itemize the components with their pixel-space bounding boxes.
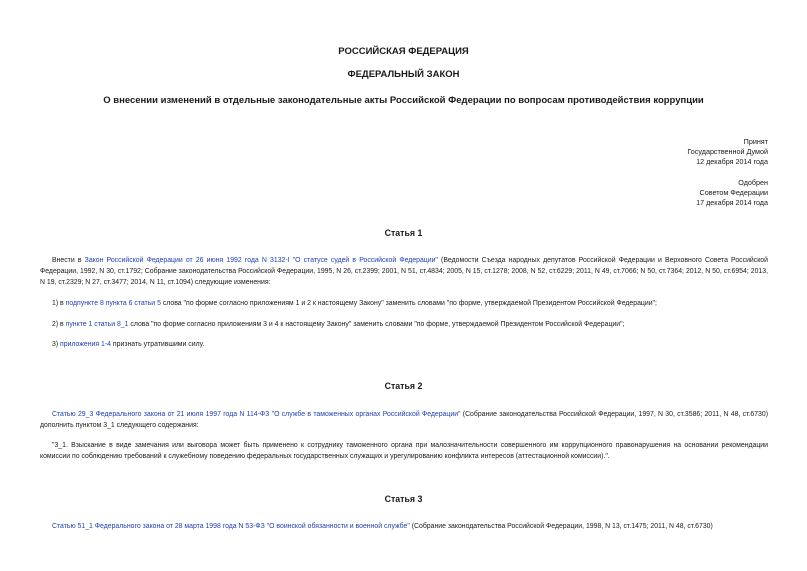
item-1-pre: 1) в — [52, 300, 66, 307]
article-1-intro-post: (Ведомости Съезда народных депутатов Российской Федерации и Верховного Совета Российской Федерации, 1992, N 30, ст.1792; Собрание законодательства Российской Федерации, 1995, N 26, ст.2399; 2001, N 51, ст.4834; 2005, N 15, ст.1278; 2008, N 52, ст.6229; 2011, N 49, ст.7066; N 50, ст.7364; 2012, N 50, ст.6954; 2013, N 19, ст.2329; N 27, ст.3477; 2014, N 11, ст.1094) следующие изменения: — [40, 257, 768, 286]
country-heading: РОССИЙСКАЯ ФЕДЕРАЦИЯ — [338, 46, 469, 57]
article-2-intro-post: (Собрание законодательства Российской Федерации, 1997, N 30, ст.3586; 2011, N 48, ст.6730) дополнить пунктом 3_1 следующего содержания: — [40, 411, 768, 429]
adopted-block — [687, 137, 768, 167]
adopted-label: Принят — [743, 137, 768, 146]
item-3-link[interactable]: приложения 1-4 — [60, 341, 112, 348]
approved-date: 17 декабря 2014 года — [696, 198, 768, 207]
approved-label: Одобрен — [738, 178, 768, 187]
article-1-heading: Статья 1 — [384, 228, 423, 238]
article-2-heading: Статья 2 — [384, 381, 423, 391]
article-1-item-1 — [40, 299, 768, 310]
law-3132-link[interactable]: Закон Российской Федерации от 26 июня 1992 года N 3132-I "О статусе судей в Российской Федерации" — [84, 257, 438, 264]
item-2-pre: 2) в — [52, 321, 66, 328]
adopted-by: Государственной Думой — [687, 147, 768, 156]
article-2-quote: "3_1. Взыскание в виде замечания или выговора может быть применено к сотруднику таможенного органа при малозначительности совершенного им коррупционного правонарушения на основании рекомендации комиссии по соблюдению требований к служебному поведению федеральных государственных служащих и урегулированию конфликта интересов (аттестационной комиссии).". — [40, 442, 768, 460]
law-title: О внесении изменений в отдельные законодательные акты Российской Федерации по вопросам противодействия коррупции — [103, 95, 704, 106]
adopted-date: 12 декабря 2014 года — [696, 157, 768, 166]
law-type-heading: ФЕДЕРАЛЬНЫЙ ЗАКОН — [347, 69, 460, 80]
article-1-item-2 — [40, 320, 768, 331]
article-3-heading: Статья 3 — [384, 494, 423, 504]
article-1-intro — [40, 256, 768, 288]
law-53-link[interactable]: Статью 51_1 Федерального закона от 28 марта 1998 года N 53-ФЗ "О воинской обязанности и военной службе" — [52, 523, 410, 530]
law-114-link[interactable]: Статью 29_3 Федерального закона от 21 июля 1997 года N 114-ФЗ "О службе в таможенных органах Российской Федерации" — [52, 411, 461, 418]
item-1-post: слова "по форме согласно приложениям 1 и 2 к настоящему Закону" заменить словами "по форме, утверждаемой Президентом Российской Федерации"; — [160, 300, 657, 307]
approved-by: Советом Федерации — [699, 188, 768, 197]
item-2-post: слова "по форме согласно приложениям 3 и 4 к настоящему Закону" заменить словами "по форме, утверждаемой Президентом Российской Федерации"; — [128, 321, 625, 328]
approved-block — [696, 178, 768, 208]
item-2-link[interactable]: пункте 1 статьи 8_1 — [65, 321, 129, 328]
article-3-intro-post: (Собрание законодательства Российской Федерации, 1998, N 13, ст.1475; 2011, N 48, ст.6730) — [409, 523, 713, 530]
article-3-intro — [40, 522, 768, 533]
item-3-post: признать утратившими силу. — [111, 341, 205, 348]
article-1-intro-pre: Внести в — [52, 257, 85, 264]
item-3-pre: 3) — [52, 341, 61, 348]
article-2-intro — [40, 410, 768, 432]
article-1-item-3 — [40, 340, 768, 351]
item-1-link[interactable]: подпункте 8 пункта 6 статьи 5 — [65, 300, 161, 307]
